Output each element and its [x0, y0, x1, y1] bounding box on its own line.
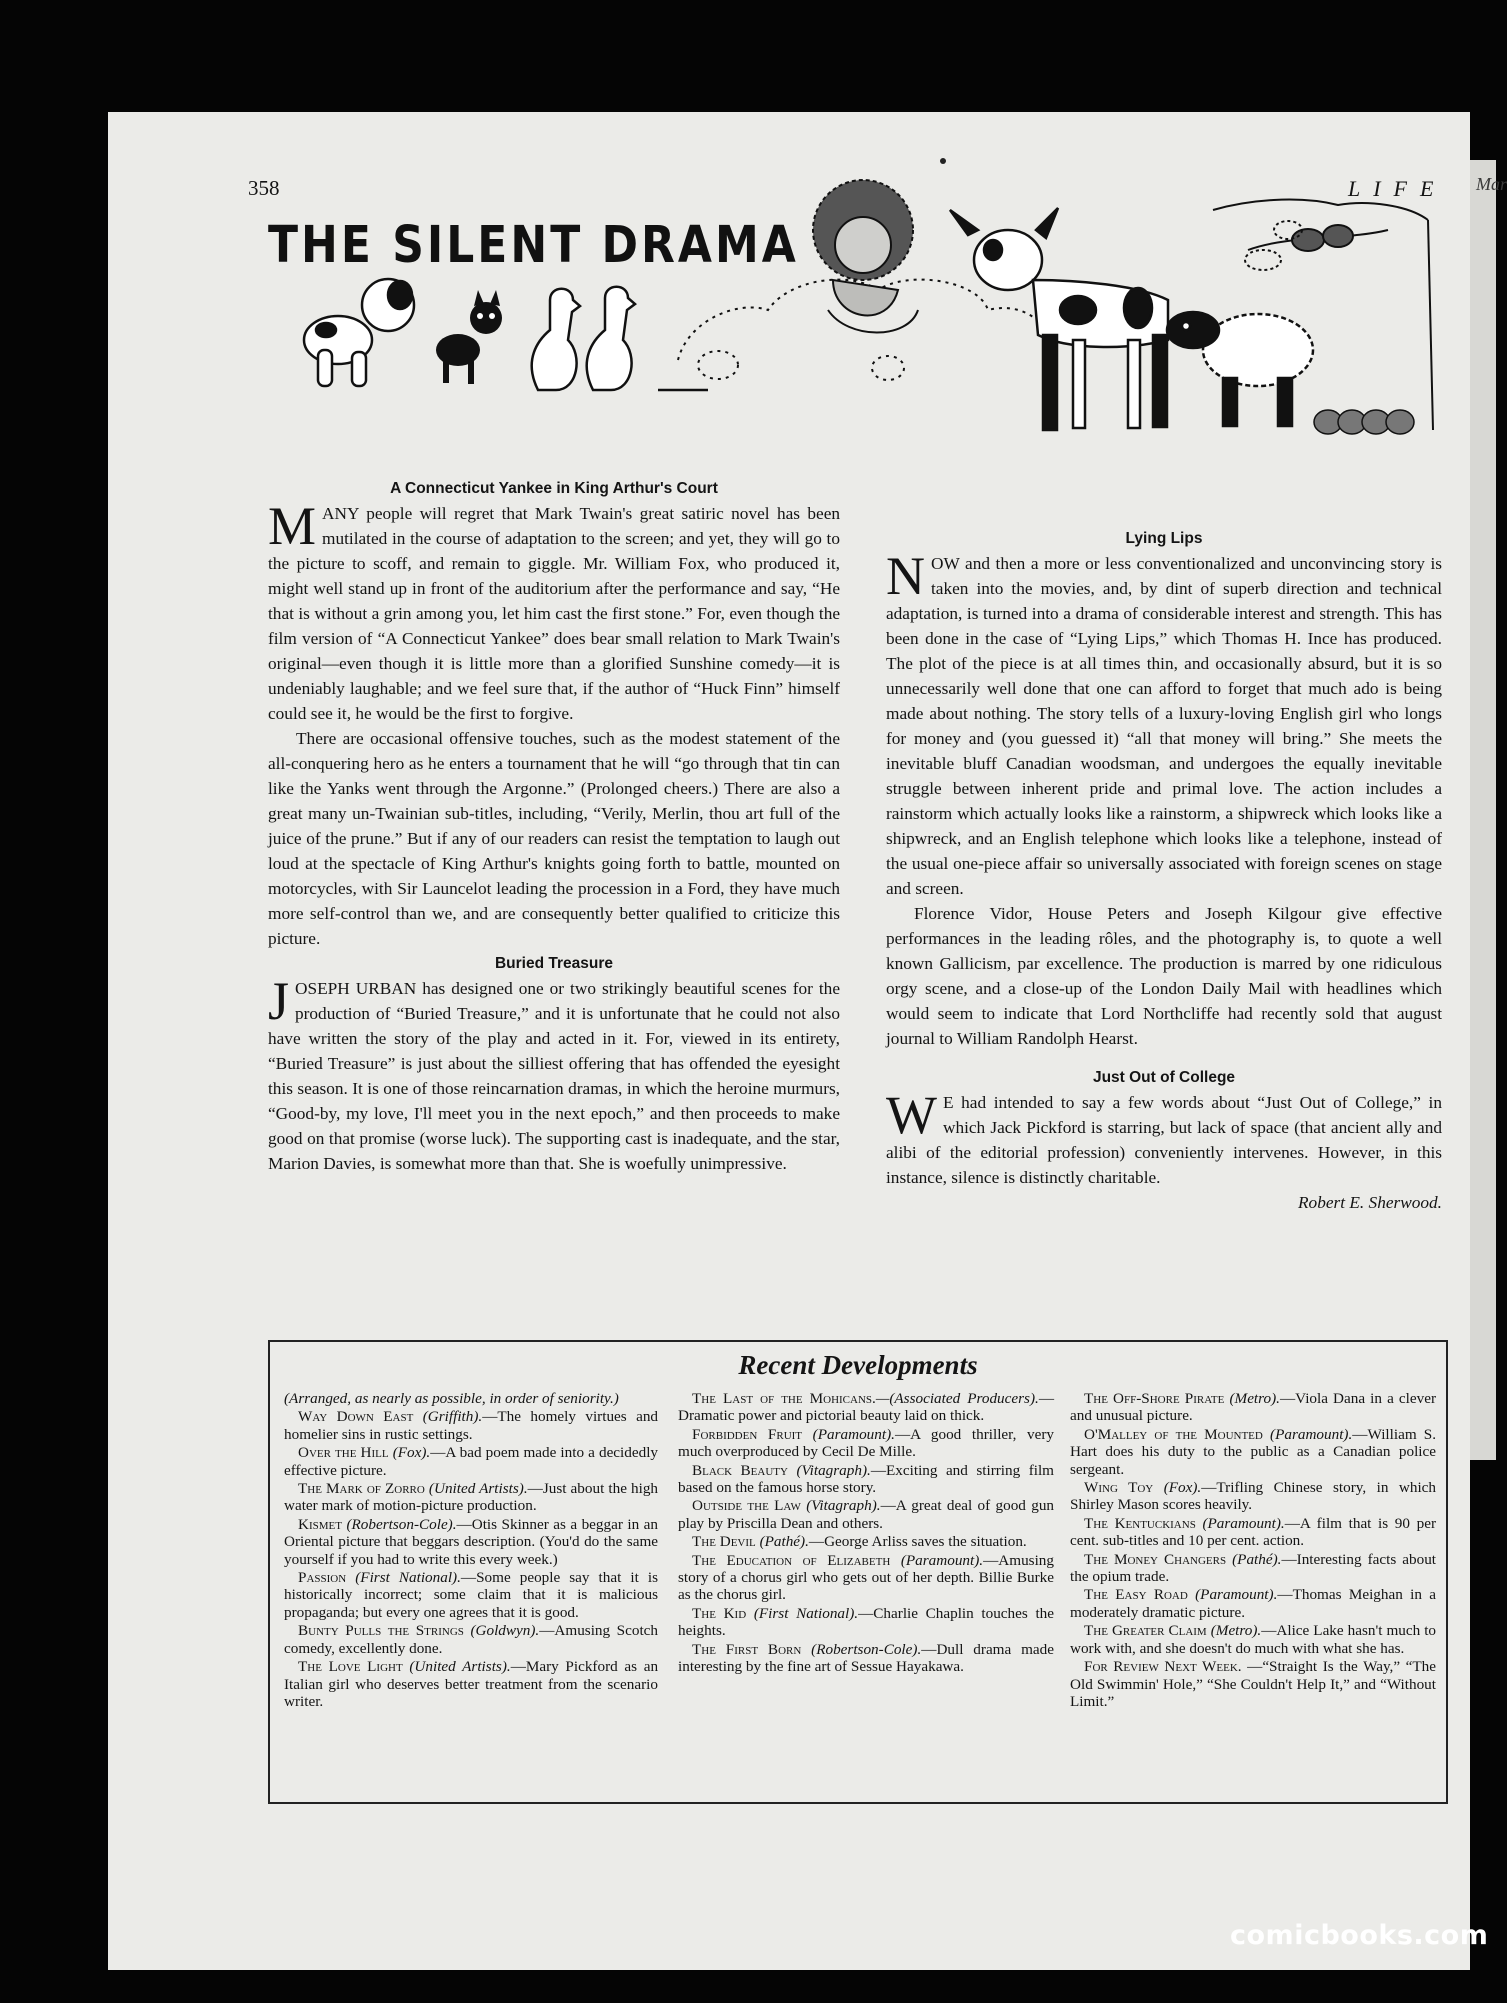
list-item [1070, 1515, 1436, 1550]
film-title: O'Malley of the Mounted [1084, 1425, 1263, 1443]
right-column [886, 476, 1442, 1215]
list-item [678, 1390, 1054, 1425]
dog-illustration-icon [304, 279, 414, 386]
list-item [284, 1444, 658, 1479]
film-maker: (Fox). [1163, 1479, 1202, 1497]
review-paragraph [268, 971, 840, 1176]
film-title: The Devil [692, 1533, 756, 1551]
film-maker: (Metro). [1210, 1622, 1262, 1640]
list-item [1070, 1426, 1436, 1478]
print-speck [940, 158, 946, 164]
paragraph-text: OW and then a more or less conventionalized and unconvincing story is taken into the movies, and, by dint of superb direction and technical adaptation, is turned into a drama of considerable interest and strength. This has been done in the case of “Lying Lips,” which Thomas H. Ince has produced. The plot of the piece is at all times thin, and occasionally absurd, but it is so unnecessarily well done that one can afford to forget that much ado is being made about nothing. The story tells of a luxury-loving English girl who longs for money and (you guessed it) “all that money will bring.” She meets the inevitable bluff Canadian woodsman, and undergoes the equally inevitable struggle between inherent pride and primal love. The action includes a rainstorm which actually looks like a rainstorm, a shipwreck which looks like a shipwreck, and an English telephone which looks like a telephone, instead of the usual one-piece affair so universally associated with foreign scenes on stage and screen. [886, 554, 1442, 898]
page-number: 358 [248, 176, 280, 200]
film-note: —Otis Skinner as a beggar in an Oriental picture that beggars description. (You'd do the same yourself if you had to write this every week.) [284, 1515, 658, 1568]
film-maker: —(Associated Producers). [875, 1390, 1039, 1407]
film-maker: (Paramount). [812, 1425, 895, 1443]
film-title: Passion [298, 1569, 347, 1587]
film-maker: (Metro). [1229, 1390, 1280, 1407]
film-maker: (Paramount). [900, 1551, 984, 1569]
film-maker: (Goldwyn). [470, 1622, 540, 1640]
box-title: Recent Developments [738, 1350, 978, 1380]
list-item [1070, 1390, 1436, 1425]
film-maker: (Fox). [392, 1444, 431, 1462]
film-title: Forbidden Fruit [692, 1425, 803, 1443]
film-maker: (Pathé). [1232, 1550, 1282, 1568]
watermark: comicbooks.com [1230, 1920, 1489, 1951]
film-note: —George Arliss saves the situation. [808, 1533, 1027, 1551]
film-title: Wing Toy [1084, 1479, 1154, 1497]
author-signature: Robert E. Sherwood. [1298, 1193, 1442, 1212]
drop-cap: J [268, 971, 290, 1031]
film-note: —Amusing story of a chorus girl who gets out of her depth. Billie Burke as the chorus girl. [678, 1551, 1054, 1604]
list-item [678, 1497, 1054, 1532]
list-item [678, 1462, 1054, 1497]
list-item [678, 1605, 1054, 1640]
film-maker: (Vitagraph). [806, 1497, 881, 1515]
film-title: Outside the Law [692, 1497, 801, 1515]
film-note: —Alice Lake hasn't much to work with, and she doesn't do much with what she has. [1070, 1622, 1437, 1657]
film-maker: (Robertson-Cole). [811, 1640, 922, 1658]
film-title: The Money Changers [1084, 1550, 1227, 1568]
film-note: —Dull drama made interesting by the fine art of Sessue Hayakawa. [678, 1640, 1054, 1676]
list-item [1070, 1586, 1436, 1621]
review-heading: A Connecticut Yankee in King Arthur's Court [390, 480, 718, 497]
film-maker: (Paramount). [1195, 1586, 1278, 1604]
film-title: The Love Light [298, 1658, 403, 1676]
box-column-3 [1070, 1390, 1436, 1711]
paragraph-text: E had intended to say a few words about “Just Out of College,” in which Jack Pickford is starring, but lack of space (that ancient ally and alibi of the editorial profession) conveniently intervenes. However, in this instance, silence is distinctly charitable. [886, 1093, 1442, 1187]
film-note: —Just about the high water mark of motion-picture production. [284, 1480, 659, 1515]
film-title: The Education of Elizabeth [692, 1551, 891, 1569]
list-item [1070, 1551, 1436, 1586]
film-note: —Trifling Chinese story, in which Shirley Mason scores heavily. [1070, 1479, 1437, 1514]
list-item [1070, 1658, 1436, 1710]
left-column [268, 476, 840, 1176]
film-maker: (First National). [753, 1604, 859, 1622]
box-intro: (Arranged, as nearly as possible, in order of seniority.) [284, 1390, 619, 1407]
film-maker: (Paramount). [1270, 1425, 1353, 1443]
list-item [284, 1516, 658, 1568]
film-note: —“Straight Is the Way,” “The Old Swimmin' Hole,” “She Couldn't Help It,” and “Without Limit.” [1070, 1658, 1436, 1710]
film-note: —Viola Dana in a clever and unusual picture. [1070, 1390, 1437, 1425]
chicks-illustration-icon [1314, 410, 1414, 434]
cat-illustration-icon [436, 290, 502, 384]
film-title: The Last of the Mohicans. [692, 1390, 876, 1407]
film-note: —Thomas Meighan in a moderately dramatic picture. [1070, 1586, 1436, 1621]
list-item [284, 1622, 658, 1657]
list-item [678, 1641, 1054, 1676]
film-title: The First Born [692, 1640, 802, 1658]
drop-cap: W [886, 1085, 937, 1145]
review-paragraph [886, 1085, 1442, 1190]
film-maker: (First National). [355, 1569, 461, 1587]
adjacent-page-text: Mar [1476, 174, 1507, 194]
list-item [678, 1552, 1054, 1604]
film-note: —Exciting and stirring film based on the famous horse story. [678, 1461, 1054, 1497]
list-item [284, 1480, 658, 1515]
review-heading: Buried Treasure [494, 955, 614, 972]
review-paragraph: There are occasional offensive touches, such as the modest statement of the all-conquering hero as he enters a tournament that he will “go through that tin can like the Yanks went through the Argonne.” (Prolonged cheers.) There are also a great many un-Twainian sub-titles, including, “Verily, Merlin, thou art full of the juice of the prune.” But if any of our readers can resist the temptation to laugh out loud at the spectacle of King Arthur's knights going forth to battle, mounted on motorcycles, with Sir Launcelot leading the procession in a Ford, they have much more self-control than we, and are consequently better qualified to criticize this picture. [268, 729, 840, 948]
film-note: —A film that is 90 per cent. sub-titles and 10 per cent. action. [1070, 1514, 1437, 1550]
section-title: THE SILENT DRAMA [268, 216, 799, 275]
film-note: —Dramatic power and pictorial beauty laid on thick. [678, 1390, 1054, 1425]
list-item [678, 1533, 1054, 1550]
list-item [284, 1569, 658, 1621]
film-title: The Kid [692, 1604, 747, 1622]
film-maker: (Griffith). [422, 1408, 483, 1426]
film-title: The Greater Claim [1084, 1622, 1207, 1640]
lamb-illustration-icon [1167, 312, 1313, 426]
list-item [284, 1658, 658, 1710]
film-note: —A good thriller, very much overproduced by Cecil De Mille. [678, 1425, 1055, 1461]
box-column-1 [284, 1390, 658, 1711]
film-title: For Review Next Week. [1084, 1658, 1242, 1676]
film-note: —A great deal of good gun play by Priscilla Dean and others. [678, 1497, 1055, 1532]
film-maker: (United Artists). [428, 1480, 528, 1498]
film-note: —A bad poem made into a decidedly effective picture. [284, 1444, 659, 1479]
film-note: —William S. Hart does his duty to the public as a Canadian police sergeant. [1070, 1425, 1437, 1478]
ducks-illustration-icon [532, 287, 708, 390]
film-title: The Kentuckians [1084, 1514, 1196, 1532]
calf-illustration-icon [950, 208, 1168, 430]
box-column-2 [678, 1390, 1054, 1677]
header-illustration [288, 190, 1438, 490]
review-paragraph [886, 546, 1442, 901]
film-title: Black Beauty [692, 1461, 788, 1479]
list-item [1070, 1622, 1436, 1657]
film-title: The Easy Road [1084, 1586, 1188, 1604]
adjacent-page-edge [1470, 160, 1496, 1460]
film-maker: (Vitagraph). [796, 1461, 871, 1479]
paragraph-text: ANY people will regret that Mark Twain's great satiric novel has been mutilated in the course of adaptation to the screen; and yet, they will go to the picture to scoff, and remain to giggle. Mr. William Fox, who produced it, might well stand up in front of the auditorium after the performance and say, “He that is without a grin among you, let him cast the first stone.” For, even though the film version of “A Connecticut Yankee” does bear small relation to Mark Twain's original—even though it is little more than a glorified Sunshine comedy—it is undeniably laughable; and we feel sure that, if the author of “Huck Finn” himself could see it, he would be the first to forgive. [268, 504, 840, 723]
recent-developments-box [268, 1340, 1448, 1804]
film-title: Bunty Pulls the Strings [298, 1622, 464, 1640]
film-note: —Interesting facts about the opium trade. [1070, 1550, 1437, 1586]
film-title: Over the Hill [298, 1444, 389, 1462]
list-item [678, 1426, 1054, 1461]
film-note: —Some people say that it is historically incorrect; some claim that it is malicious propaganda; but every one agrees that it is good. [284, 1569, 658, 1621]
paragraph-text: OSEPH URBAN has designed one or two strikingly beautiful scenes for the production of “Buried Treasure,” and it is unfortunate that he could not also have written the story of the play and acted in it. For, viewed in its entirety, “Buried Treasure” is just about the silliest offering that has offended the eyesight this season. It is one of those reincarnation dramas, in which the heroine murmurs, “Good-by, my love, I'll meet you in the next epoch,” and then proceeds to make good on that promise (worse luck). The supporting cast is inadequate, and the star, Marion Davies, is somewhat more than that. She is woefully unimpressive. [268, 979, 840, 1173]
film-note: —Amusing Scotch comedy, excellently done. [284, 1622, 659, 1657]
drop-cap: N [886, 546, 925, 606]
review-heading: Lying Lips [1125, 530, 1203, 547]
film-note: —The homely virtues and homelier sins in rustic settings. [284, 1408, 659, 1443]
review-paragraph [268, 496, 840, 726]
film-title: Kismet [298, 1515, 342, 1533]
film-title: Way Down East [298, 1408, 414, 1426]
girl-illustration-icon [813, 180, 918, 333]
drop-cap: M [268, 496, 317, 556]
film-maker: (United Artists). [409, 1658, 511, 1676]
film-maker: (Pathé). [759, 1533, 809, 1551]
film-note: —Mary Pickford as an Italian girl who deserves better treatment from the scenario writer. [284, 1658, 659, 1710]
list-item [284, 1408, 658, 1443]
film-note: —Charlie Chaplin touches the heights. [678, 1604, 1054, 1640]
list-item [1070, 1479, 1436, 1514]
magazine-name: LIFE [1348, 176, 1447, 201]
film-title: The Mark of Zorro [298, 1480, 425, 1498]
review-paragraph: Florence Vidor, House Peters and Joseph Kilgour give effective performances in the leading rôles, and the photography is, to quote a well known Gallicism, par excellence. The production is marred by one ridiculous orgy scene, and a close-up of the London Daily Mail with headlines which would seem to indicate that Lord Northcliffe had recently sold that august journal to William Randolph Hearst. [886, 904, 1442, 1048]
review-heading: Just Out of College [1092, 1069, 1236, 1086]
film-maker: (Robertson-Cole). [346, 1515, 457, 1533]
film-maker: (Paramount). [1202, 1514, 1285, 1532]
film-title: The Off-Shore Pirate [1084, 1390, 1225, 1407]
